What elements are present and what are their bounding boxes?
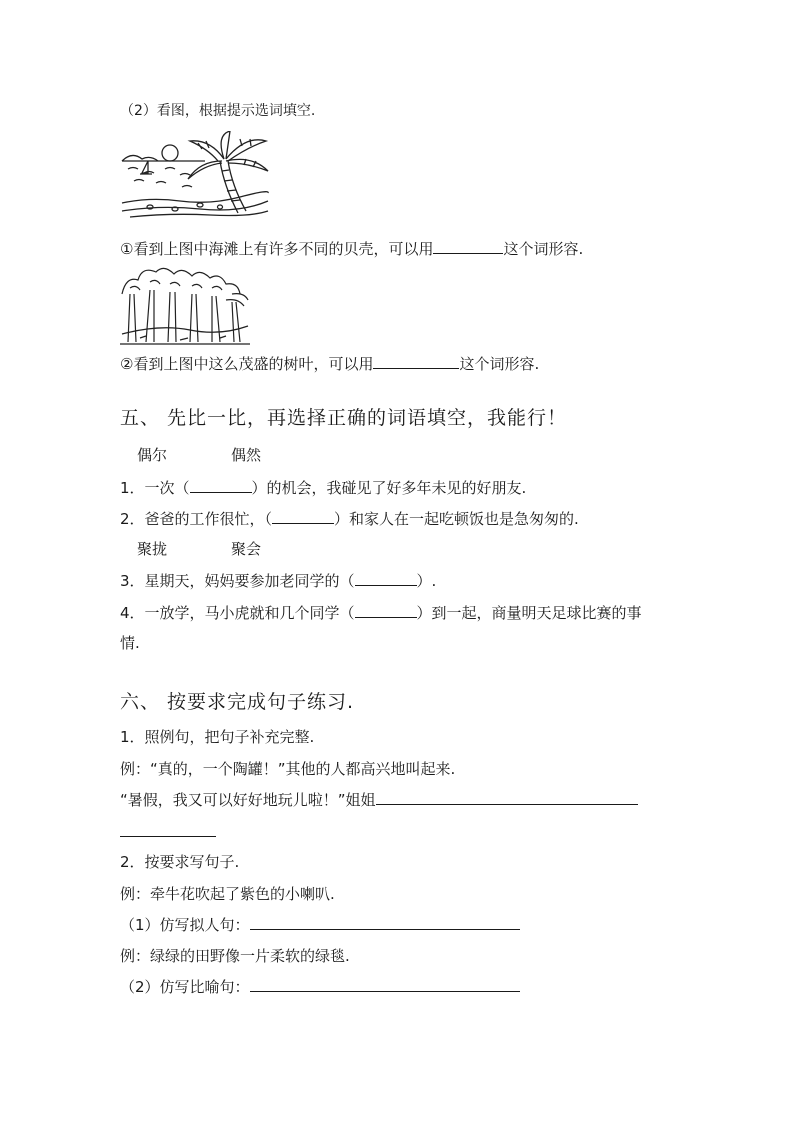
sentence-one xyxy=(120,477,526,498)
fill-item-text: 这个词形容. xyxy=(459,355,540,373)
sentence-four xyxy=(120,602,642,623)
answer-line[interactable] xyxy=(376,790,638,805)
word-pair-two xyxy=(137,539,261,559)
question-title: （2）看图，根据提示选词填空. xyxy=(120,103,316,119)
sentence-text: ）和家人在一起吃顿饭也是急匆匆的. xyxy=(334,510,579,528)
task-two-metaphor xyxy=(120,977,520,997)
sentence-text: 2．爸爸的工作很忙，（ xyxy=(120,510,273,528)
answer-line[interactable] xyxy=(120,822,216,837)
beach-palm-illustration xyxy=(120,131,270,221)
task-two-example-one: 例：牵牛花吹起了紫色的小喇叭. xyxy=(120,885,335,903)
sentence-text: ）. xyxy=(416,572,437,590)
task-one-continuation xyxy=(120,822,216,842)
forest-illustration xyxy=(120,264,250,346)
task-one-sentence xyxy=(120,790,638,810)
answer-blank[interactable] xyxy=(355,602,417,618)
sentence-four-continued: 情. xyxy=(120,634,140,652)
fill-item-text: ②看到上图中这么茂盛的树叶，可以用 xyxy=(120,355,374,373)
sentence-text: “暑假，我又可以好好地玩儿啦！”姐姐 xyxy=(120,791,376,809)
word-pair-one xyxy=(137,445,261,465)
answer-line[interactable] xyxy=(250,977,520,992)
task-two-example-two: 例：绿绿的田野像一片柔软的绿毯. xyxy=(120,947,350,965)
sentence-text: （2）仿写比喻句： xyxy=(120,978,250,996)
answer-blank[interactable] xyxy=(190,477,252,493)
word-option: 偶尔 xyxy=(137,446,168,464)
answer-line[interactable] xyxy=(250,915,520,930)
section-five-heading: 五、 先比一比，再选择正确的词语填空，我能行！ xyxy=(120,407,568,429)
sentence-text: ）的机会，我碰见了好多年未见的好朋友. xyxy=(251,479,527,497)
sentence-text: 3．星期天，妈妈要参加老同学的（ xyxy=(120,572,355,590)
word-option: 聚拢 xyxy=(137,540,168,558)
sentence-text: （1）仿写拟人句： xyxy=(120,916,250,934)
task-two-personification xyxy=(120,915,520,935)
sentence-three xyxy=(120,570,436,591)
answer-blank[interactable] xyxy=(272,508,334,524)
word-option: 偶然 xyxy=(231,446,262,464)
answer-blank[interactable] xyxy=(433,238,503,254)
sentence-text: ）到一起，商量明天足球比赛的事 xyxy=(416,604,642,622)
fill-item-text: 这个词形容. xyxy=(503,240,584,258)
fill-item-leaves xyxy=(120,353,539,374)
sentence-text: 4．一放学，马小虎就和几个同学（ xyxy=(120,604,355,622)
answer-blank[interactable] xyxy=(355,570,417,586)
sentence-two xyxy=(120,508,579,529)
task-two-title: 2．按要求写句子. xyxy=(120,853,240,871)
word-option: 聚会 xyxy=(231,540,262,558)
answer-blank[interactable] xyxy=(373,353,459,369)
sentence-text: 1．一次（ xyxy=(120,479,190,497)
section-six-heading: 六、 按要求完成句子练习. xyxy=(120,691,355,713)
task-one-example: 例：“真的，一个陶罐！”其他的人都高兴地叫起来. xyxy=(120,760,456,778)
fill-item-shells xyxy=(120,238,583,259)
fill-item-text: ①看到上图中海滩上有许多不同的贝壳，可以用 xyxy=(120,240,434,258)
task-one-title: 1．照例句，把句子补充完整. xyxy=(120,728,315,746)
